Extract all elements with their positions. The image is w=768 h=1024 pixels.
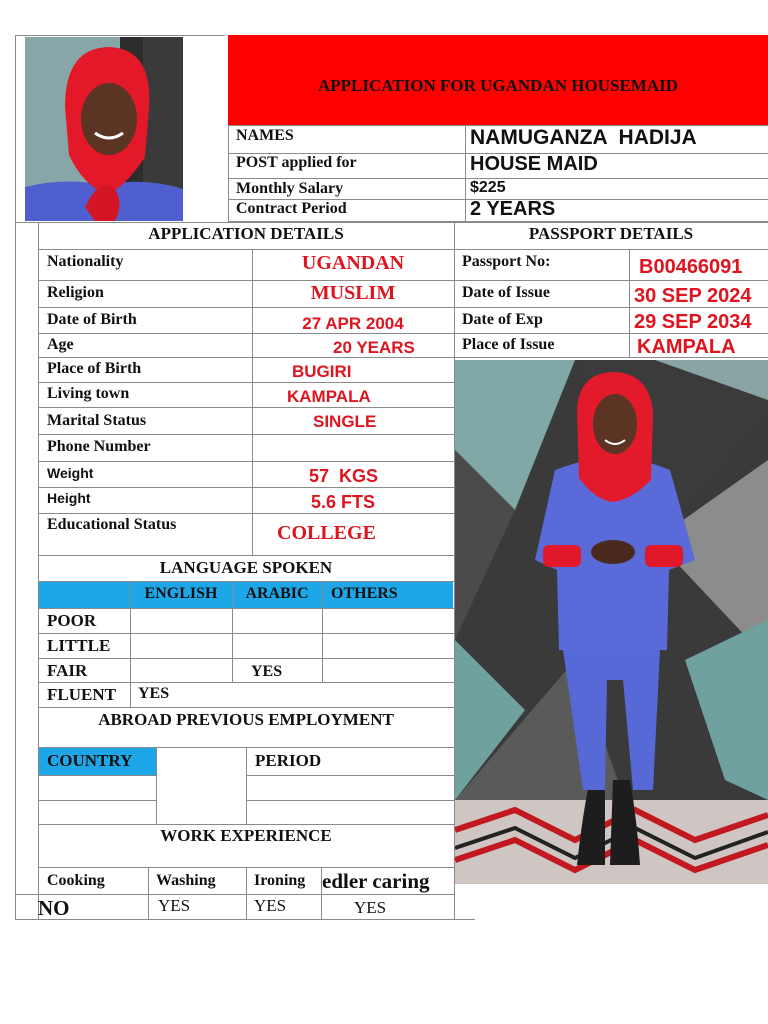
work-col-cooking: Cooking <box>47 872 105 889</box>
lang-fluent-english: YES <box>138 685 170 702</box>
nationality-label: Nationality <box>47 253 124 270</box>
place-of-birth-label: Place of Birth <box>47 360 142 377</box>
lang-col-others: OTHERS <box>331 585 398 602</box>
work-val-washing: YES <box>158 896 191 915</box>
employment-header: ABROAD PREVIOUS EMPLOYMENT <box>98 710 394 729</box>
period-label: PERIOD <box>255 751 322 770</box>
work-experience-header: WORK EXPERIENCE <box>160 826 332 845</box>
language-spoken-header: LANGUAGE SPOKEN <box>159 558 333 577</box>
lang-level-little: LITTLE <box>47 636 111 655</box>
names-value: NAMUGANZA HADIJA <box>470 126 697 149</box>
dob-value: 27 APR 2004 <box>302 314 404 333</box>
contract-value: 2 YEARS <box>470 198 556 220</box>
weight-value: 57 KGS <box>309 466 379 486</box>
dob-label: Date of Birth <box>47 311 137 328</box>
work-val-ironing: YES <box>254 896 287 915</box>
lang-col-arabic: ARABIC <box>245 585 309 602</box>
height-label: Height <box>47 490 91 506</box>
headshot-photo <box>25 37 183 221</box>
height-value: 5.6 FTS <box>311 492 376 512</box>
full-body-photo <box>455 360 768 884</box>
age-label: Age <box>47 336 74 353</box>
nationality-value: UGANDAN <box>301 252 405 274</box>
names-label: NAMES <box>236 127 294 144</box>
religion-label: Religion <box>47 284 104 301</box>
work-col-elder-caring: edler caring <box>322 869 430 893</box>
phone-number-label: Phone Number <box>47 438 151 455</box>
work-val-cooking: NO <box>38 896 70 920</box>
place-of-birth-value: BUGIRI <box>292 362 352 381</box>
weight-label: Weight <box>47 465 94 481</box>
date-of-exp-label: Date of Exp <box>462 311 543 328</box>
place-of-issue-label: Place of Issue <box>462 336 555 353</box>
date-of-exp-value: 29 SEP 2034 <box>634 311 752 333</box>
age-value: 20 YEARS <box>333 338 415 357</box>
passport-details-header: PASSPORT DETAILS <box>528 224 694 243</box>
page-title: APPLICATION FOR UGANDAN HOUSEMAID <box>318 76 678 95</box>
contract-label: Contract Period <box>236 200 347 217</box>
application-details-header: APPLICATION DETAILS <box>148 224 344 243</box>
lang-col-english: ENGLISH <box>144 585 218 602</box>
title-banner <box>228 35 768 125</box>
salary-value: $225 <box>470 179 506 196</box>
passport-no-label: Passport No: <box>462 253 551 270</box>
post-label: POST applied for <box>236 154 357 171</box>
work-col-ironing: Ironing <box>254 872 306 889</box>
country-label: COUNTRY <box>47 751 133 770</box>
passport-no-value: B00466091 <box>639 256 743 278</box>
work-col-washing: Washing <box>156 872 216 889</box>
educational-status-value: COLLEGE <box>277 522 376 544</box>
work-val-elder-caring: YES <box>354 898 387 917</box>
post-value: HOUSE MAID <box>470 153 598 175</box>
marital-status-label: Marital Status <box>47 412 147 429</box>
lang-level-fair: FAIR <box>47 661 88 680</box>
religion-value: MUSLIM <box>310 282 396 304</box>
place-of-issue-value: KAMPALA <box>637 336 736 358</box>
date-of-issue-label: Date of Issue <box>462 284 550 301</box>
lang-level-fluent: FLUENT <box>47 685 116 704</box>
lang-level-poor: POOR <box>47 611 97 630</box>
salary-label: Monthly Salary <box>236 180 344 197</box>
living-town-value: KAMPALA <box>287 387 371 406</box>
marital-status-value: SINGLE <box>313 412 377 431</box>
date-of-issue-value: 30 SEP 2024 <box>634 285 752 307</box>
lang-fair-arabic: YES <box>251 663 283 680</box>
living-town-label: Living town <box>47 385 130 402</box>
educational-status-label: Educational Status <box>47 516 177 533</box>
